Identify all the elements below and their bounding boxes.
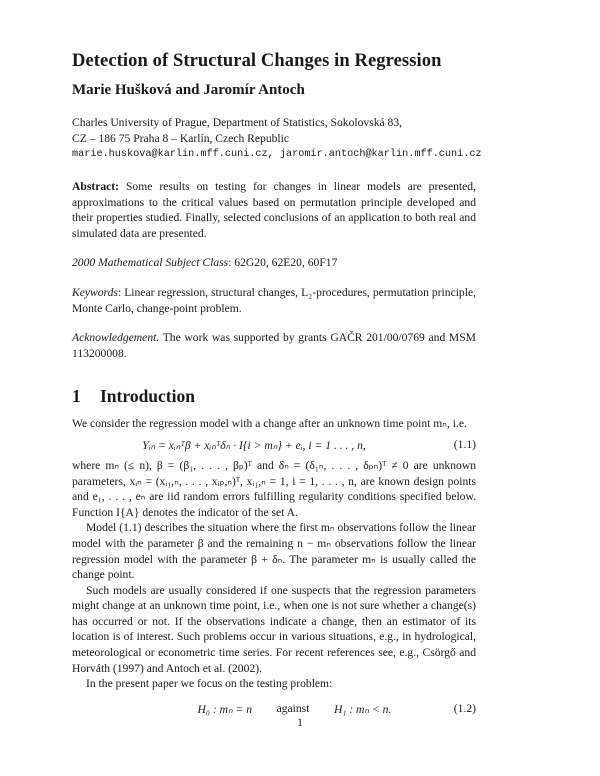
equation-1-2-mid: against	[276, 702, 310, 716]
ack-label: Acknowledgement.	[72, 331, 160, 345]
abstract	[72, 179, 476, 241]
equation-1-1	[72, 434, 476, 456]
keywords	[72, 285, 476, 316]
section-title: Introduction	[100, 386, 195, 407]
paper-page	[72, 50, 482, 720]
section-number: 1	[72, 386, 81, 407]
author-emails: marie.huskova@karlin.mff.cuni.cz, jaromir.antoch@karlin.mff.cuni.cz	[72, 149, 482, 160]
acknowledgement	[72, 330, 476, 361]
msc-label: 2000 Mathematical Subject Class	[72, 256, 229, 270]
equation-1-1-tag: (1.1)	[453, 438, 476, 452]
ack-text: The work was supported by grants GAČR 201/00/0769 and MSM 113200008.	[72, 331, 476, 360]
equation-1-2-right: H₁ : mₙ < n.	[334, 702, 392, 716]
keywords-label: Keywords	[72, 285, 118, 299]
paragraph-1: We consider the regression model with a change after an unknown time point mₙ, i.e.	[72, 417, 467, 431]
paragraph-3: Model (1.1) describes the situation where the first mₙ observations follow the linear model with the parameter β and the remaining n − mₙ observations follow the linear regression model with the parameter β + δₙ. The parameter mₙ is usually called the change point.	[72, 521, 476, 582]
abstract-text: Some results on testing for changes in linear models are presented, approximations to the critical values based on permutation principle developed and their properties studied. Finally, selected conclusions of an application to both real and simulated data are presented.	[72, 180, 476, 240]
section-heading	[72, 386, 476, 406]
paper-authors: Marie Hušková and Jaromír Antoch	[72, 82, 305, 98]
page-number: 1	[297, 716, 303, 729]
affiliation-line-1: Charles University of Prague, Department of Statistics, Sokolovská 83,	[72, 116, 403, 129]
paragraph-5: In the present paper we focus on the testing problem:	[86, 677, 333, 691]
msc-text: : 62G20, 62E20, 60F17	[228, 256, 338, 270]
equation-1-2-tag: (1.2)	[453, 702, 476, 716]
paragraph-2: where mₙ (≤ n), β = (β₁, . . . , βₚ)ᵀ and δₙ = (δ₁ₙ, . . . , δₚₙ)ᵀ ≠ 0 are unknown parameters, xᵢₙ = (xᵢ₁,ₙ, . . . , xᵢₚ,ₙ)ᵀ, xᵢ₁,ₙ = 1, i = 1, . . . , n, are known design points and e₁, . . . , eₙ are iid random errors fulfilling regularity conditions specified below. Function I{A} denotes the indicator of the set A.	[72, 458, 476, 519]
equation-1-1-body: Yᵢₙ = xᵢₙᵀβ + xᵢₙᵀδₙ · I{i > mₙ} + eᵢ, i = 1 . . . , n,	[142, 438, 366, 452]
equation-1-2-left: H₀ : mₙ = n	[197, 702, 252, 716]
keywords-text: : Linear regression, structural changes, L₂-procedures, permutation principle, Monte Carlo, change-point problem.	[72, 285, 476, 315]
abstract-label: Abstract:	[72, 180, 120, 193]
paper-title: Detection of Structural Changes in Regression	[72, 51, 442, 71]
affiliation-line-2: CZ – 186 75 Praha 8 – Karlín, Czech Republic	[72, 132, 290, 145]
msc-classification	[72, 255, 476, 271]
paragraph-4: Such models are usually considered if one suspects that the regression parameters might change at an unknown time point, i.e., when one is not sure whether a change(s) has occurred or not. If the observations indicate a change, then an estimator of its location is of interest. Such problems occur in various situations, e.g., in hydrological, meteorological or econometric time series. For recent references see, e.g., Csörgő and Horváth (1997) and Antoch et al. (2002).	[72, 583, 476, 675]
